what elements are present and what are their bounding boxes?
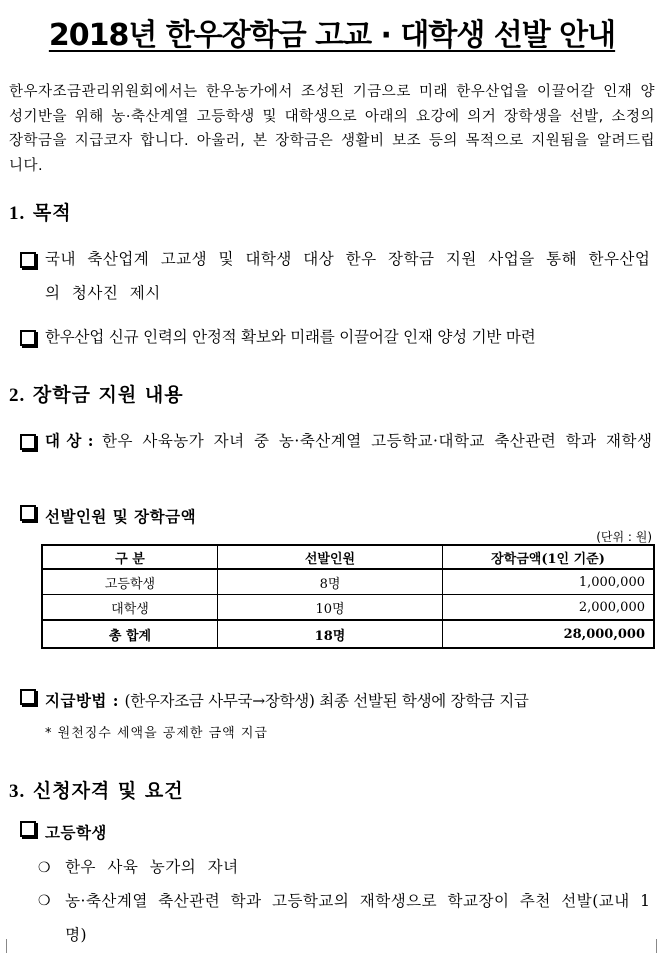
section-1-heading: 1. 목적 [9,202,72,224]
payment-note: * 원천징수 세액을 공제한 금액 지급 [45,726,268,741]
table-cell: 8명 [218,569,443,595]
checkbox-icon [20,252,36,268]
table-cell: 10명 [218,595,443,621]
table-cell: 고등학생 [42,569,218,595]
table-row [42,569,654,595]
table-header-row [42,545,654,569]
unit-label: (단위 : 원) [596,530,652,544]
table-cell: 28,000,000 [443,620,655,648]
page-title: 2018년 한우장학금 고교 · 대학생 선발 안내 [48,18,616,53]
circle-bullet-icon: ❍ [38,860,52,876]
checkbox-icon [20,689,36,705]
payment-item [20,684,660,718]
intro-paragraph: 한우자조금관리위원회에서는 한우농가에서 조성된 기금으로 미래 한우산업을 이끌어갈 인재 양성기반을 위해 농·축산계열 고등학생 및 대학생으로 아래의 요강에 의거 장학생을 선발, 소정의 장학금을 지급코자 합니다. 아울러, 본 장학금은 생활비 보조 등의 목적으로 지원됨을 알려드립니다. [9,84,655,174]
purpose-item-2: 한우산업 신규 인력의 안정적 확보와 미래를 이끌어갈 인재 양성 기반 마련 [20,320,660,354]
checkbox-icon [20,505,36,521]
requirement-bullet-1: ❍ 한우 사육 농가의 자녀 [38,858,239,876]
page-edge-mark [656,939,657,953]
high-school-heading: 고등학생 [20,816,107,850]
table-cell: 총 합계 [42,620,218,648]
circle-bullet-icon: ❍ [38,893,52,909]
target-text: 한우 사육농가 자녀 중 농·축산계열 고등학교·대학교 축산관련 학과 재학생 [101,432,653,450]
requirement-bullet-2: ❍ 농·축산계열 축산관련 학과 고등학교의 재학생으로 학교장이 추천 선발(교내 1명) [38,884,658,952]
table-cell: 대학생 [42,595,218,621]
table-cell: 18명 [218,620,443,648]
section-3-heading: 3. 신청자격 및 요건 [9,780,184,802]
section-2-heading: 2. 장학금 지원 내용 [9,384,184,406]
table-header: 구 분 [42,545,218,569]
table-cell: 1,000,000 [443,569,655,595]
checkbox-icon [20,434,36,450]
target-label: 대 상 : [45,431,94,450]
payment-text: (한우자조금 사무국→장학생) 최종 선발된 학생에 장학금 지급 [124,692,529,710]
checkbox-icon [20,330,36,346]
scholarship-table [41,544,655,649]
table-cell: 2,000,000 [443,595,655,621]
page-edge-mark [6,939,7,953]
checkbox-icon [20,821,36,837]
target-item [20,424,656,458]
table-header: 장학금액(1인 기준) [443,545,655,569]
table-total-row [42,620,654,648]
table-header: 선발인원 [218,545,443,569]
purpose-item-1: 국내 축산업계 고교생 및 대학생 대상 한우 장학금 지원 사업을 통해 한우산업의 청사진 제시 [20,242,656,310]
table-row [42,595,654,621]
selection-heading: 선발인원 및 장학금액 [20,500,196,534]
payment-label: 지급방법 : [45,691,120,710]
